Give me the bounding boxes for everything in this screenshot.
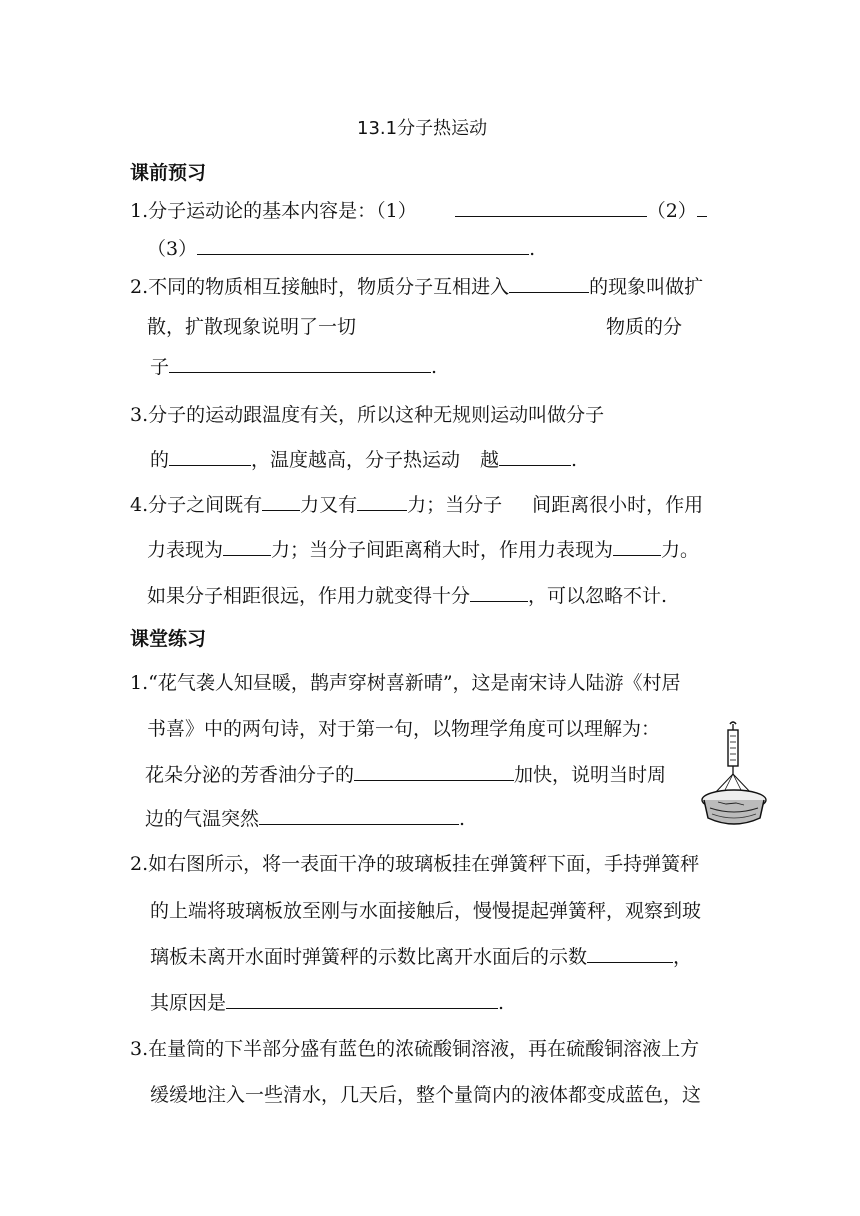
question-text: 子 <box>150 356 170 378</box>
question-text: 璃板未离开水面时弹簧秤的示数比离开水面后的示数 <box>150 946 588 968</box>
question-text: 力；当分子 <box>407 494 503 516</box>
answer-blank[interactable] <box>169 354 431 373</box>
question-line <box>130 492 703 518</box>
answer-blank[interactable] <box>169 447 251 466</box>
question-line <box>150 898 701 924</box>
question-text: 的现象叫做扩 <box>589 276 704 298</box>
answer-blank[interactable] <box>509 274 589 293</box>
answer-blank[interactable] <box>499 447 571 466</box>
question-text: ， <box>673 946 693 968</box>
question-line <box>147 716 660 742</box>
question-text: 边的气温突然 <box>145 808 260 830</box>
question-text: （2） <box>646 200 697 222</box>
answer-blank[interactable] <box>197 236 529 255</box>
section-heading-preview: 课前预习 <box>130 162 207 184</box>
question-line <box>145 806 465 832</box>
question-text: 如果分子相距很远，作用力就变得十分 <box>147 585 471 607</box>
answer-blank[interactable] <box>613 537 661 556</box>
answer-blank[interactable] <box>262 492 300 511</box>
question-line <box>130 851 699 877</box>
question-line <box>130 198 707 224</box>
question-text: 缓缓地注入一些清水，几天后，整个量筒内的液体都变成蓝色，这 <box>150 1084 702 1106</box>
answer-blank[interactable] <box>354 762 514 781</box>
question-text: . <box>571 449 578 471</box>
question-line <box>145 762 666 788</box>
question-text: 越 <box>480 449 500 471</box>
question-text: 力表现为 <box>147 539 224 561</box>
question-text: 4.分子之间既有 <box>130 494 263 516</box>
question-line <box>150 354 437 380</box>
question-line <box>606 314 682 340</box>
question-text: . <box>529 238 536 260</box>
question-line <box>130 670 681 696</box>
question-text: 1.“花气袭人知昼暖，鹊声穿树喜新晴”，这是南宋诗人陆游《村居 <box>130 672 681 694</box>
question-line <box>130 1036 699 1062</box>
question-line <box>147 236 535 262</box>
question-text: 书喜》中的两句诗，对于第一句，以物理学角度可以理解为： <box>147 718 661 740</box>
question-text: 其原因是 <box>150 992 227 1014</box>
spring-scale-glass-plate-figure <box>700 720 828 830</box>
question-text: 力；当分子间距离稍大时，作用力表现为 <box>271 539 614 561</box>
question-line <box>150 990 504 1016</box>
question-text: 2.不同的物质相互接触时，物质分子互相进入 <box>130 276 510 298</box>
question-text: 间距离很小时，作用 <box>532 494 704 516</box>
question-text: . <box>431 356 438 378</box>
question-text: 力。 <box>661 539 700 561</box>
question-line <box>150 447 577 473</box>
question-text: ，温度越高，分子热运动 <box>251 449 461 471</box>
answer-blank[interactable] <box>259 806 459 825</box>
question-line <box>147 537 699 563</box>
question-line <box>147 583 667 609</box>
answer-blank[interactable] <box>455 198 647 217</box>
question-text: 物质的分 <box>606 316 683 338</box>
question-text: 3.分子的运动跟温度有关，所以这种无规则运动叫做分子 <box>130 404 605 426</box>
question-text: 加快，说明当时周 <box>514 764 667 786</box>
question-text: 力又有 <box>300 494 358 516</box>
question-line <box>147 314 356 340</box>
answer-blank[interactable] <box>587 944 673 963</box>
answer-blank[interactable] <box>470 583 528 602</box>
question-line <box>130 402 604 428</box>
question-line <box>150 944 692 970</box>
question-text: 花朵分泌的芳香油分子的 <box>145 764 355 786</box>
section-heading-practice: 课堂练习 <box>130 628 207 650</box>
answer-blank[interactable] <box>357 492 407 511</box>
answer-blank[interactable] <box>223 537 271 556</box>
question-text: . <box>459 808 466 830</box>
question-text: 1.分子运动论的基本内容是：（1） <box>130 200 417 222</box>
question-line <box>130 274 703 300</box>
question-text: ，可以忽略不计. <box>528 585 668 607</box>
question-text: 3.在量筒的下半部分盛有蓝色的浓硫酸铜溶液，再在硫酸铜溶液上方 <box>130 1038 700 1060</box>
question-text: （3） <box>147 238 198 260</box>
answer-blank[interactable] <box>417 199 455 217</box>
answer-blank[interactable] <box>226 990 498 1009</box>
question-text: . <box>498 992 505 1014</box>
question-text: 2.如右图所示，将一表面干净的玻璃板挂在弹簧秤下面，手持弹簧秤 <box>130 853 700 875</box>
page-title: 13.1分子热运动 <box>357 118 488 139</box>
question-text: 散，扩散现象说明了一切 <box>147 316 357 338</box>
question-text: 的 <box>150 449 170 471</box>
question-line <box>150 1082 701 1108</box>
question-text: 的上端将玻璃板放至刚与水面接触后，慢慢提起弹簧秤，观察到玻 <box>150 900 702 922</box>
answer-blank[interactable] <box>697 198 707 217</box>
